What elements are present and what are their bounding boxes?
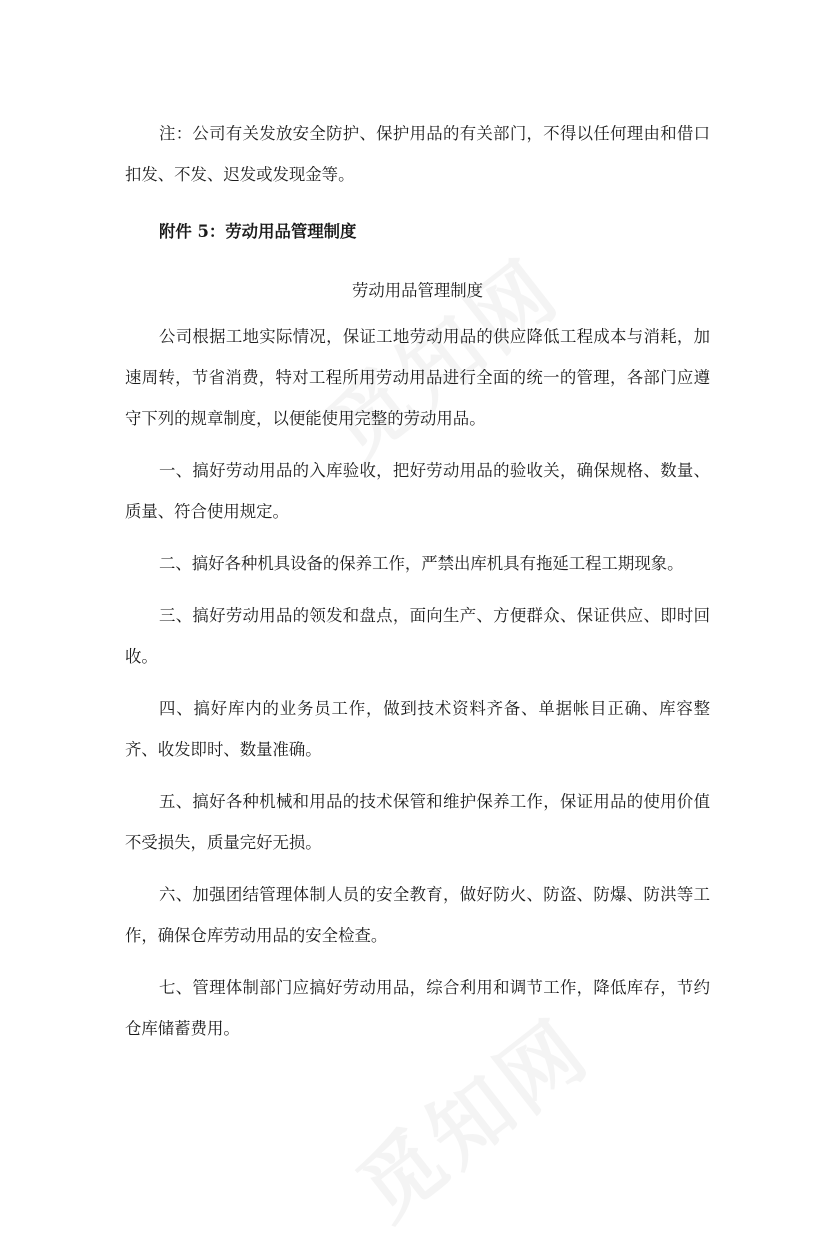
list-item: 四、搞好库内的业务员工作，做到技术资料齐备、单据帐目正确、库容整齐、收发即时、数量准确。	[125, 699, 710, 759]
intro-paragraph: 公司根据工地实际情况，保证工地劳动用品的供应降低工程成本与消耗，加速周转，节省消费，特对工程所用劳动用品进行全面的统一的管理，各部门应遵守下列的规章制度，以便能使用完整的劳动用品。	[125, 327, 710, 428]
document-body	[125, 113, 710, 1049]
list-item: 五、搞好各种机械和用品的技术保管和维护保养工作，保证用品的使用价值不受损失，质量完好无损。	[125, 792, 710, 852]
list-item: 三、搞好劳动用品的领发和盘点，面向生产、方便群众、保证供应、即时回收。	[125, 606, 710, 666]
list-item: 二、搞好各种机具设备的保养工作，严禁出库机具有拖延工程工期现象。	[159, 554, 684, 573]
list-item: 七、管理体制部门应搞好劳动用品，综合利用和调节工作，降低库存，节约仓库储蓄费用。	[125, 978, 710, 1038]
list-item: 一、搞好劳动用品的入库验收，把好劳动用品的验收关，确保规格、数量、质量、符合使用规定。	[125, 461, 710, 521]
document-title: 劳动用品管理制度	[351, 281, 484, 300]
list-item: 六、加强团结管理体制人员的安全教育，做好防火、防盗、防爆、防洪等工作，确保仓库劳动用品的安全检查。	[125, 885, 710, 945]
note-paragraph: 注：公司有关发放安全防护、保护用品的有关部门，不得以任何理由和借口扣发、不发、迟发或发现金等。	[125, 124, 710, 184]
section-heading: 附件 5：劳动用品管理制度	[159, 222, 357, 241]
